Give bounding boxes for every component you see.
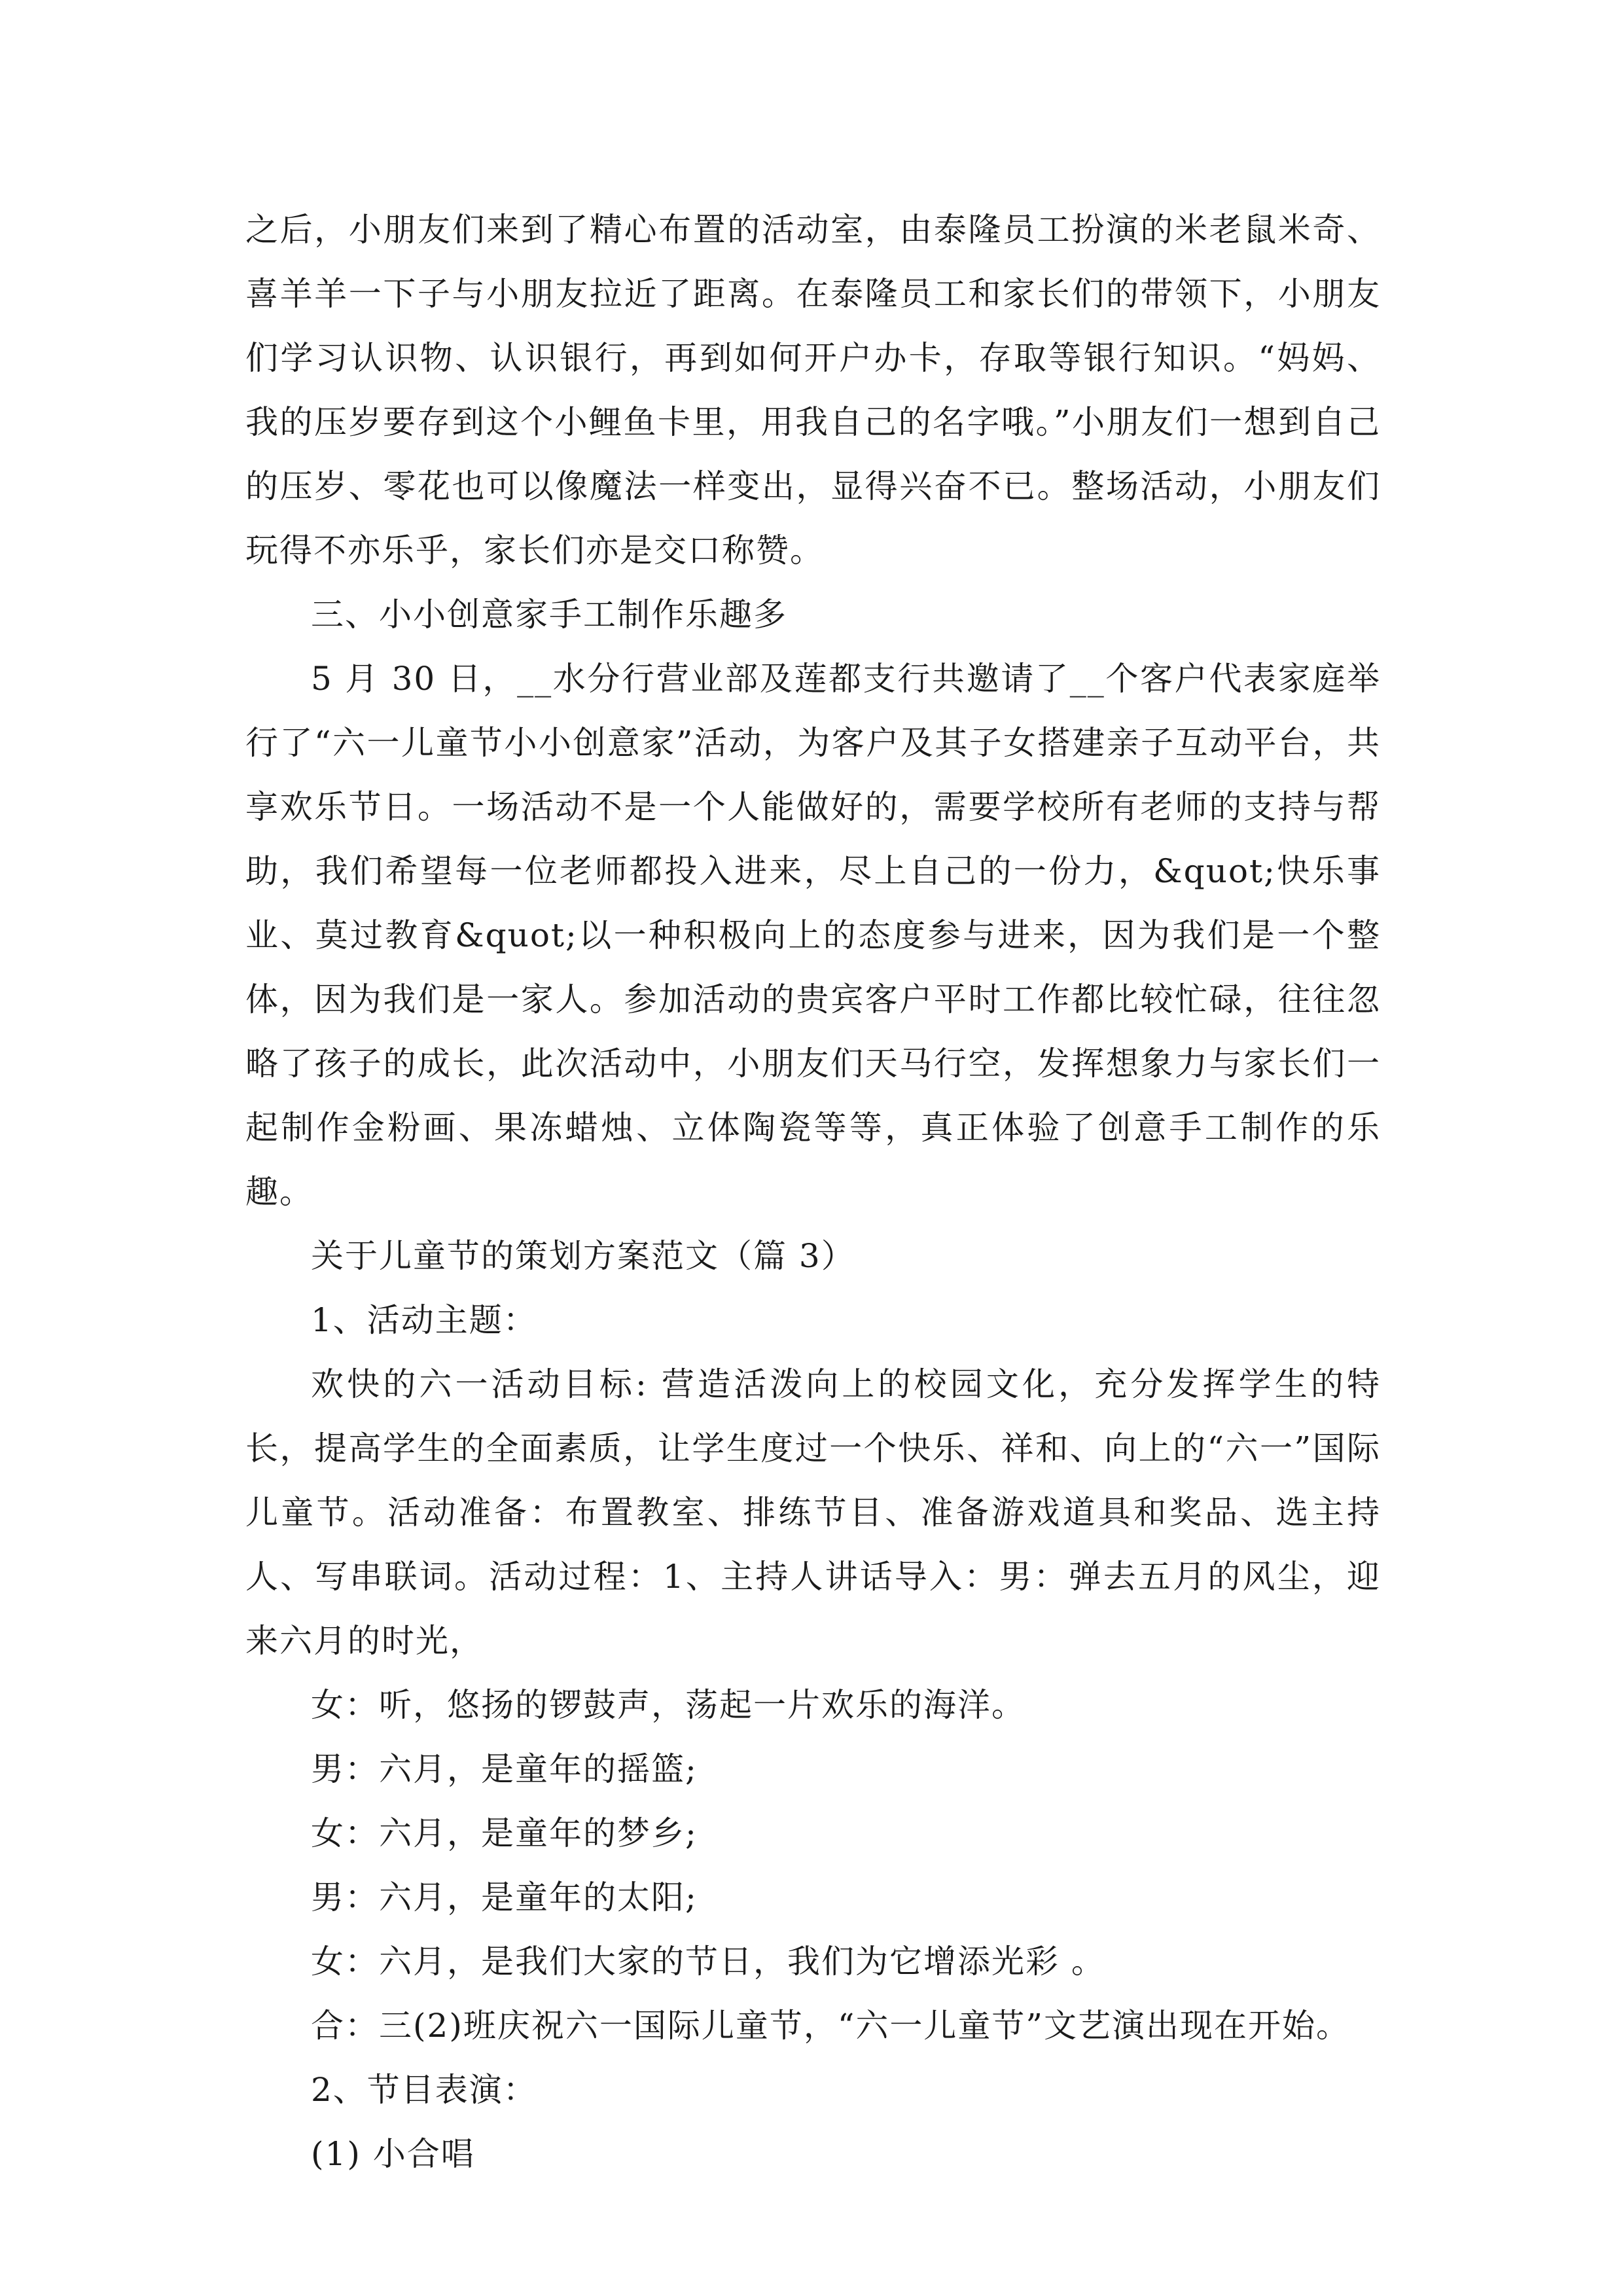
document-body — [245, 198, 1381, 2186]
program-item-chorus: (1) 小合唱 — [311, 2135, 475, 2173]
section-heading-performances: 2、节目表演： — [311, 2071, 537, 2109]
article-title-part-3: 关于儿童节的策划方案范文（篇 3） — [311, 1237, 855, 1275]
section-heading-activity-theme: 1、活动主题： — [311, 1301, 537, 1339]
dialogue-line-male-2: 男：六月，是童年的摇篮; — [311, 1750, 698, 1788]
dialogue-line-female-3: 女：六月，是我们大家的节日，我们为它增添光彩 。 — [311, 1943, 1105, 1981]
paragraph-activity-goals: 欢快的六一活动目标: 营造活泼向上的校园文化，充分发挥学生的特长，提高学生的全面素质，让学生度过一个快乐、祥和、向上的“六一”国际儿童节。活动准备：布置教室、排练节目、准备游戏道具和奖品、选主持人、写串联词。活动过程：1、主持人讲话导入：男：弹去五月的风尘，迎来六月的时光， — [245, 1365, 1381, 1660]
dialogue-line-together: 合：三(2)班庆祝六一国际儿童节，“六一儿童节”文艺演出现在开始。 — [311, 2007, 1350, 2045]
paragraph-activity-room: 之后，小朋友们来到了精心布置的活动室，由泰隆员工扮演的米老鼠米奇、喜羊羊一下子与小朋友拉近了距离。在泰隆员工和家长们的带领下，小朋友们学习认识物、认识银行，再到如何开户办卡，存取等银行知识。“妈妈、我的压岁要存到这个小鲤鱼卡里，用我自己的名字哦。”小朋友们一想到自己的压岁、零花也可以像魔法一样变出，显得兴奋不已。整场活动，小朋友们玩得不亦乐乎，家长们亦是交口称赞。 — [245, 211, 1381, 569]
dialogue-line-female-2: 女：六月，是童年的梦乡; — [311, 1814, 698, 1852]
dialogue-line-female-1: 女：听，悠扬的锣鼓声，荡起一片欢乐的海洋。 — [311, 1686, 1026, 1724]
dialogue-line-male-3: 男：六月，是童年的太阳; — [311, 1878, 698, 1916]
section-heading-creative-crafts: 三、小小创意家手工制作乐趣多 — [311, 596, 787, 634]
paragraph-may-30-event: 5 月 30 日，__水分行营业部及莲都支行共邀请了__个客户代表家庭举行了“六一儿童节小小创意家”活动，为客户及其子女搭建亲子互动平台，共享欢乐节日。一场活动不是一个人能做好的，需要学校所有老师的支持与帮助，我们希望每一位老师都投入进来，尽上自己的一份力，&quot;快乐事业、莫过教育&quot;以一种积极向上的态度参与进来，因为我们是一个整体，因为我们是一家人。参加活动的贵宾客户平时工作都比较忙碌，往往忽略了孩子的成长，此次活动中，小朋友们天马行空，发挥想象力与家长们一起制作金粉画、果冻蜡烛、立体陶瓷等等，真正体验了创意手工制作的乐趣。 — [245, 660, 1381, 1211]
